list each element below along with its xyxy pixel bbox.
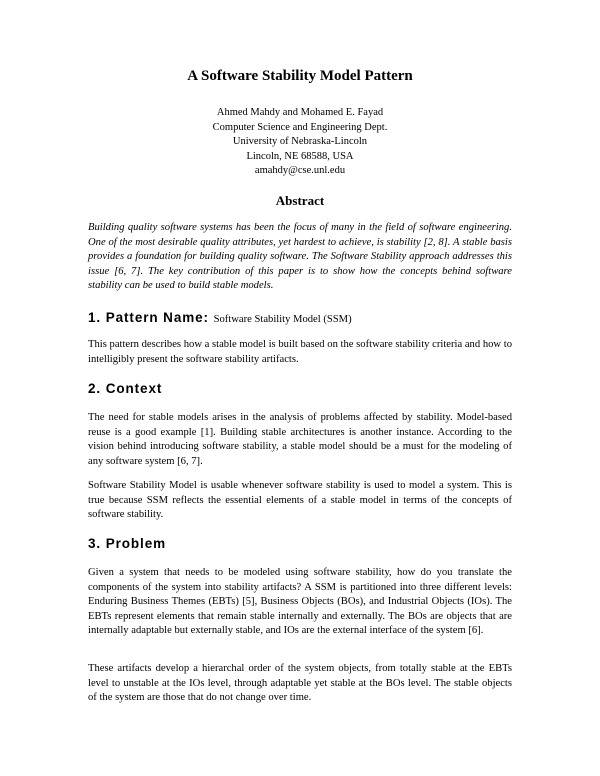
author-names: Ahmed Mahdy and Mohamed E. Fayad: [216, 107, 384, 118]
section-1-title: 1. Pattern Name:: [88, 310, 209, 325]
author-university: University of Nebraska-Lincoln: [232, 136, 368, 147]
abstract-text: Building quality software systems has been the focus of many in the field of software engineering. One of the most desirable quality attributes, yet hardest to achieve, is stability [2, 8]. A stable basis provides a foundation for building quality software. The Software Stability approach addresses this issue [6, 7]. The key contribution of this paper is to show how the concepts behind software stability can be used to build stable models.: [88, 222, 512, 291]
paper-title: A Software Stability Model Pattern: [187, 68, 413, 84]
author-block: [0, 106, 600, 179]
section-2-paragraph-1: The need for stable models arises in the analysis of problems affected by stability. Model-based reuse is a good example [1]. Building stable architectures is another instance. According to the vision behind introducing software stability, a stable model should be a must for the modeling of any software system [6, 7].: [88, 412, 512, 467]
abstract-heading: Abstract: [275, 193, 325, 208]
section-heading-problem: 3. Problem: [88, 536, 167, 551]
author-department: Computer Science and Engineering Dept.: [212, 121, 388, 133]
section-3-paragraph-2: These artifacts develop a hierarchal order of the system objects, from totally stable at the EBTs level to unstable at the IOs level, through adaptable yet stable at the BOs level. The stable objects of the system are those that do not change over time.: [88, 663, 512, 703]
section-2-paragraph-2: Software Stability Model is usable whenever software stability is used to model a system. This is true because SSM reflects the essential elements of a stable model in terms of the concepts of software stability.: [88, 480, 512, 520]
section-heading-pattern-name: [88, 310, 352, 325]
section-heading-context: 2. Context: [88, 381, 163, 396]
author-email: amahdy@cse.unl.edu: [254, 165, 346, 176]
section-1-paragraph: This pattern describes how a stable model is built based on the software stability criteria and how to intelligibly present the software stability artifacts.: [88, 339, 512, 365]
section-1-inline-text: Software Stability Model (SSM): [213, 314, 352, 325]
section-3-paragraph-1: Given a system that needs to be modeled using software stability, how do you translate the components of the system into stability artifacts? A SSM is partitioned into three different levels: Enduring Business Themes (EBTs) [5], Business Objects (BOs), and Industrial Objects (IOs). The EBTs represent elements that remain stable internally and externally. The BOs are objects that are internally adaptable but externally stable, and IOs are the external interface of the system [6].: [88, 567, 512, 636]
author-address: Lincoln, NE 68588, USA: [246, 150, 354, 162]
